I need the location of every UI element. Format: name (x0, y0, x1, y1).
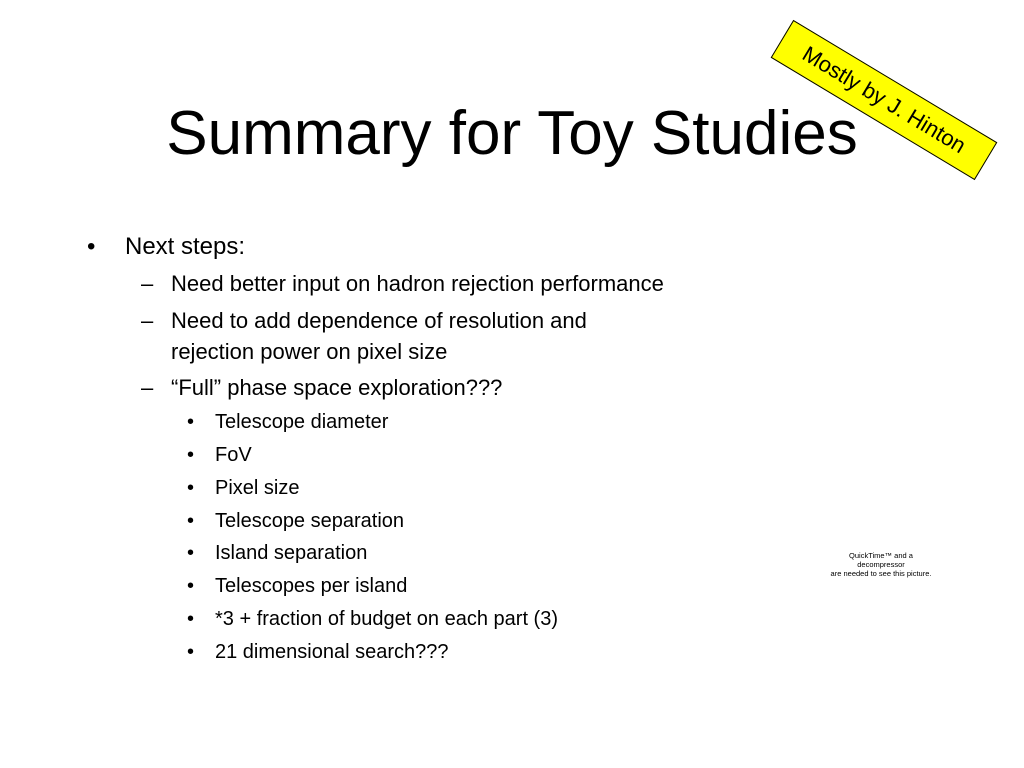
placeholder-line: QuickTime™ and a (849, 551, 913, 560)
param-text: Telescope diameter (215, 411, 389, 433)
bullet-marker: • (187, 444, 195, 466)
param-text: Island separation (215, 542, 368, 564)
param-text: Telescopes per island (215, 575, 408, 597)
sub-bullet-resolution-cont (171, 336, 447, 367)
param-text: FoV (215, 444, 252, 466)
bullet-next-steps (87, 232, 246, 262)
dash-marker: – (141, 271, 154, 296)
placeholder-line: decompressor (857, 560, 905, 569)
bullet-marker: • (87, 233, 96, 260)
param-item (187, 509, 405, 533)
param-item (187, 640, 449, 664)
bullet-marker: • (187, 477, 195, 499)
param-text: *3 + fraction of budget on each part (3) (215, 608, 558, 630)
param-item (187, 607, 558, 631)
bullet-marker: • (187, 641, 195, 663)
placeholder-line: are needed to see this picture. (830, 569, 932, 578)
quicktime-placeholder (806, 551, 956, 578)
param-text: Telescope separation (215, 510, 405, 532)
param-item (187, 476, 300, 500)
author-sticker: Mostly by J. Hinton (771, 20, 998, 180)
bullet-marker: • (187, 608, 195, 630)
param-text: Pixel size (215, 477, 300, 499)
bullet-text: Next steps: (125, 233, 246, 260)
bullet-text: rejection power on pixel size (171, 339, 448, 364)
dash-marker: – (141, 375, 154, 400)
sub-bullet-resolution (141, 305, 587, 336)
bullet-marker: • (187, 411, 195, 433)
param-item (187, 541, 368, 565)
dash-marker: – (141, 308, 154, 333)
bullet-marker: • (187, 575, 195, 597)
param-text: 21 dimensional search??? (215, 641, 449, 663)
bullet-text: “Full” phase space exploration??? (171, 375, 503, 400)
bullet-marker: • (187, 510, 195, 532)
sub-bullet-phase-space (141, 372, 503, 403)
sub-bullet-hadron-rejection (141, 268, 664, 299)
bullet-text: Need to add dependence of resolution and (171, 308, 587, 333)
slide-title: Summary for Toy Studies (166, 99, 858, 168)
bullet-text: Need better input on hadron rejection performance (171, 271, 664, 296)
param-item (187, 410, 389, 434)
param-item (187, 574, 408, 598)
bullet-marker: • (187, 542, 195, 564)
param-item (187, 443, 252, 467)
